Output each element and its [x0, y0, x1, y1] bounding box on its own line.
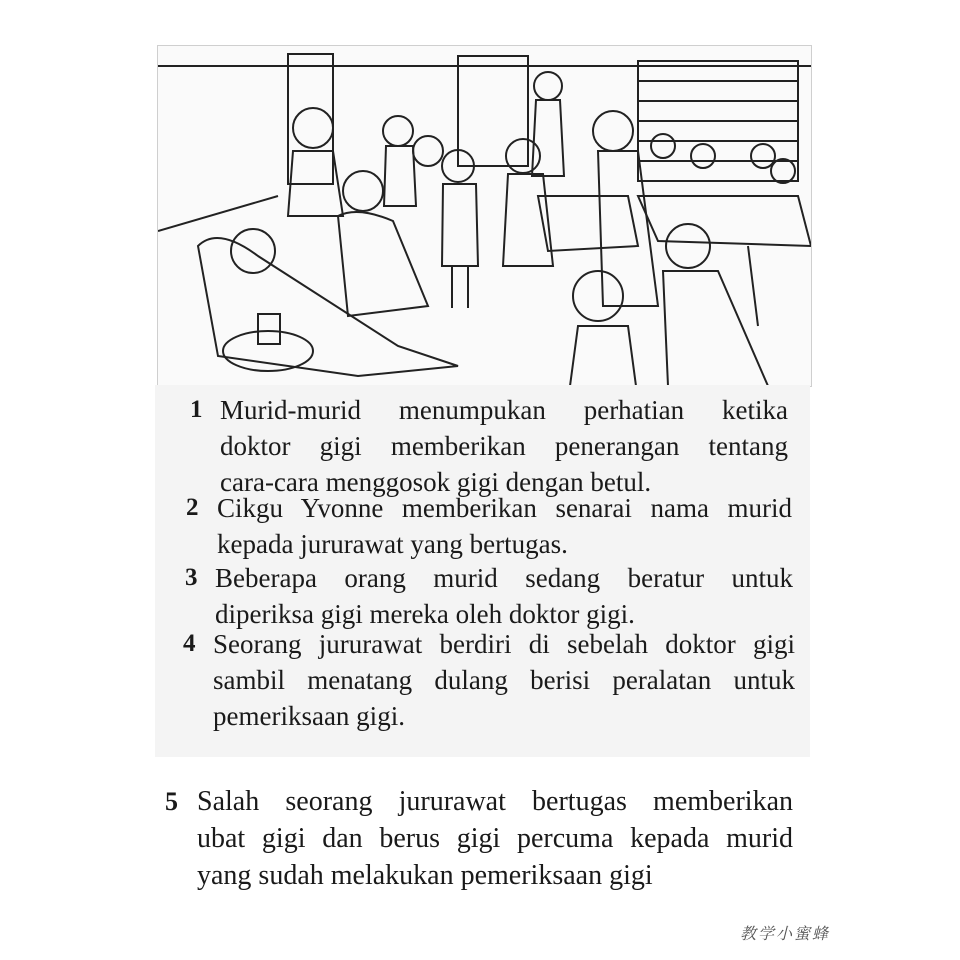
statement-line: Murid-murid menumpukan perhatian ketika	[220, 395, 788, 425]
statement-line: Cikgu Yvonne memberikan senarai nama murid	[217, 493, 792, 523]
statement-number: 2	[186, 494, 199, 521]
statement-number: 1	[190, 396, 203, 423]
statement-line: yang sudah melakukan pemeriksaan gigi	[197, 860, 653, 891]
statement-line: sambil menatang dulang berisi peralatan untuk	[213, 665, 795, 695]
statement-line: doktor gigi memberikan penerangan tentang	[220, 431, 788, 461]
statement-line: ubat gigi dan berus gigi percuma kepada murid	[197, 823, 793, 854]
classroom-scene-drawing	[158, 46, 811, 386]
statement-number: 5	[165, 787, 178, 816]
statement-line: diperiksa gigi mereka oleh doktor gigi.	[215, 599, 635, 629]
statement-line: Salah seorang jururawat bertugas memberikan	[197, 786, 793, 817]
dental-clinic-illustration	[157, 45, 812, 387]
statement-line: Beberapa orang murid sedang beratur untuk	[215, 563, 793, 593]
statement-line: Seorang jururawat berdiri di sebelah doktor gigi	[213, 629, 795, 659]
watermark: 教学小蜜蜂	[739, 924, 830, 943]
statement-number: 4	[183, 630, 196, 657]
statement-line: kepada jururawat yang bertugas.	[217, 529, 568, 559]
statement-line: pemeriksaan gigi.	[213, 701, 405, 731]
statement-number: 3	[185, 564, 198, 591]
statement-line: cara-cara menggosok gigi dengan betul.	[220, 467, 652, 497]
